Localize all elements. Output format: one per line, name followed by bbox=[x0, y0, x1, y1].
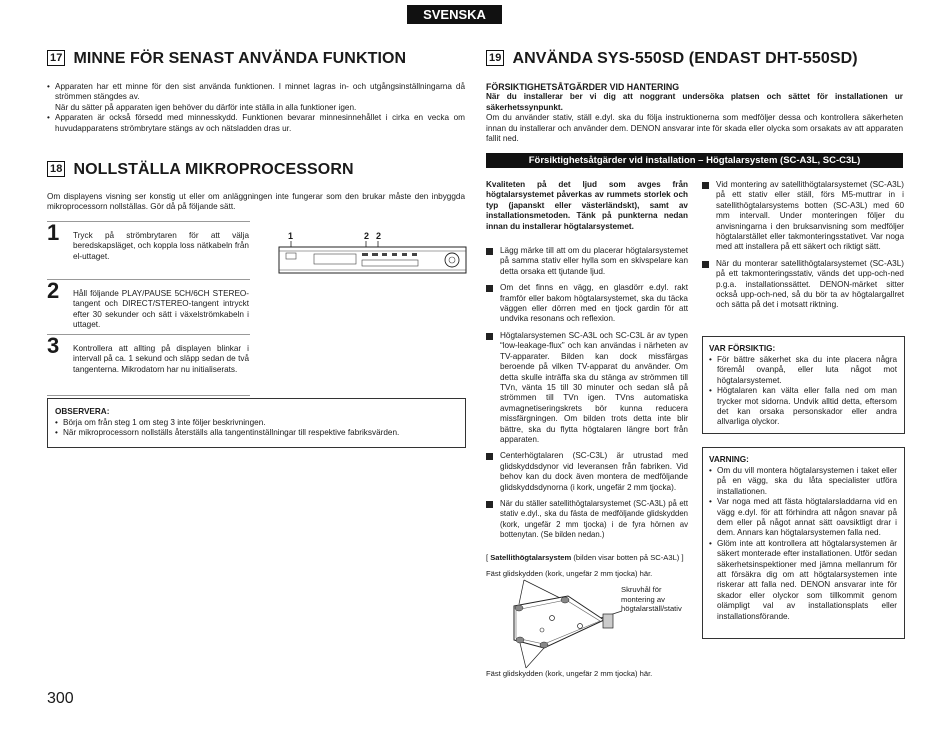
section-19-heading bbox=[486, 50, 858, 68]
page-number: 300 bbox=[47, 690, 74, 707]
figure-caption: [ Satellithögtalarsystem (bilden visar botten på SC-A3L) ] bbox=[486, 553, 684, 562]
list-item: • Om du vill montera högtalarsystemen i taket eller på en vägg, ska du låta specialister utföra installationen. bbox=[709, 466, 897, 497]
step-text: Tryck på strömbrytaren för att välja beredskapsläget, och koppla loss nätkabeln från el-uttaget. bbox=[73, 231, 249, 261]
callout-label: 1 bbox=[288, 231, 294, 241]
caution-box bbox=[702, 336, 905, 434]
figure-screw-label: Skruvhål för montering av högtalarställ/stativ bbox=[621, 585, 682, 614]
caption-rest: (bilden visar botten på SC-A3L) bbox=[573, 553, 680, 562]
section-number: 18 bbox=[47, 161, 65, 177]
step-2 bbox=[47, 279, 250, 335]
section-title: MINNE FÖR SENAST ANVÄNDA FUNKTION bbox=[73, 50, 407, 67]
step-number: 2 bbox=[47, 278, 60, 303]
list-item: När du monterar satellithögtalarsystemet (SC-A3L) på ett takmonteringsstativ, vänds det upp-och-ned p.g.a. installationssättet. DENON-märket sitter också upp-och-ned, så du bör ta av högtalargallret och sätta på det i motsatt riktning. bbox=[702, 259, 904, 311]
handling-precautions bbox=[486, 82, 903, 144]
list-item: • När mikroprocessorn nollställs återställs alla tangentinställningar till respektive fabriksvärden. bbox=[55, 428, 455, 438]
receiver-drawing bbox=[278, 229, 468, 277]
list-item: Vid montering av satellithögtalarsystemet (SC-A3L) på ett stativ eller ställ, förs M5-muttrar in i satellithögtalarsystems botten (SC-A3L) med 60 mm intervall. Under monteringen följer du anvisningarna i den bruksanvisning som medföljer högtalarstället eller takmonteringsstativet. Var noga med att installera på ett säkert och riktigt sätt. bbox=[702, 180, 904, 253]
list-item bbox=[47, 82, 465, 113]
speaker-bottom-diagram bbox=[486, 578, 626, 670]
list-item: Om det finns en vägg, en glasdörr e.dyl. rakt framför eller bakom högtalarsystemet, ska du täcka väggen eller dörren med en tjock gardin för att undvika resonans och reflexion. bbox=[486, 283, 688, 325]
section-title: ANVÄNDA SYS-550SD (ENDAST DHT-550SD) bbox=[512, 50, 858, 67]
list-item: • Börja om från steg 1 om steg 3 inte följer beskrivningen. bbox=[55, 418, 455, 428]
section-number: 17 bbox=[47, 50, 65, 66]
caution-title: VAR FÖRSIKTIG: bbox=[709, 344, 776, 353]
installation-bar-heading: Försiktighetsåtgärder vid installation – Högtalarsystem (SC-A3L, SC-C3L) bbox=[486, 153, 903, 168]
step-1 bbox=[47, 221, 250, 280]
list-item: • För bättre säkerhet ska du inte placera några föremål ovanpå, eller luta något mot högtalarsystemet. bbox=[709, 355, 897, 386]
section-19-col-1 bbox=[486, 180, 688, 547]
paragraph: När du sätter på apparaten igen behöver du därför inte ställa in alla funktioner igen. bbox=[55, 102, 357, 112]
figure-bottom-label: Fäst glidskydden (kork, ungefär 2 mm tjocka) här. bbox=[486, 669, 653, 678]
warning-title: VARNING: bbox=[709, 455, 749, 464]
caption-bold: Satellithögtalarsystem bbox=[490, 553, 572, 562]
list-item: • Glöm inte att kontrollera att högtalarsystemen är säkert monterade efter installationen. Utför sedan säkerhetsinspektioner med jämna mellanrum för att försäkra dig om att högtalarsystemen inte riskerar att falla ned. DENON ansvarar inte för skador eller olyckor som tillkommit genom olämpligt val av installationsplats eller installationsförande. bbox=[709, 539, 897, 622]
paragraph: Apparaten har ett minne för den sist använda funktionen. I minnet lagras in- och utgångsinställningarna då strömmen stängdes av. bbox=[55, 82, 465, 102]
receiver-front-panel-diagram bbox=[278, 229, 468, 277]
figure-top-label: Fäst glidskydden (kork, ungefär 2 mm tjocka) här. bbox=[486, 569, 653, 578]
warning-box bbox=[702, 447, 905, 639]
section-19-col-2 bbox=[702, 180, 904, 317]
paragraph: När du installerar ber vi dig att noggrant undersöka platsen och sättet för installationen ur säkerhetssynpunkt. bbox=[486, 92, 903, 112]
list-item: • Var noga med att fästa högtalarsladdarna vid en vägg e.dyl. för att förhindra att någon snavar på dem eller på något annat sätt oavsiktligt drar i dem. Annars kan högtalarsystemen falla ned. bbox=[709, 497, 897, 539]
section-title: NOLLSTÄLLA MIKROPROCESSORN bbox=[73, 161, 354, 178]
step-number: 1 bbox=[47, 220, 60, 245]
section-17-body bbox=[47, 82, 465, 134]
list-item: • Högtalaren kan välta eller falla ned om man trycker mot sidorna. Undvik alltid detta, eftersom det kan orsaka personskador eller andra allvarliga olyckor. bbox=[709, 386, 897, 428]
list-item: Högtalarsystemen SC-A3L och SC-C3L är av typen “low-leakage-flux” och kan användas i närheten av TV-apparater. Bilden kan dock missfärgas beroende på vilken TV-apparat du använder. Om detta skulle inträffa ska du stänga av strömmen till TVn, vänta 15 till 30 minuter och sedan slå på strömmen till TVn igen. TVns automatiska avmagnetiseringskrets bör kunna reducera missfärgningen. Om bilden trots detta inte blir bättre, ska du flytta högtalaren längre bort från apparaten. bbox=[486, 331, 688, 445]
step-number: 3 bbox=[47, 333, 60, 358]
language-tab: SVENSKA bbox=[407, 5, 502, 24]
caution-list bbox=[709, 355, 897, 428]
step-text: Håll följande PLAY/PAUSE 5CH/6CH STEREO-tangent och DIRECT/STEREO-tangent intryckt efter 30 sekunder och sätt i växelströmkabeln i uttaget. bbox=[73, 289, 249, 330]
subheading: FÖRSIKTIGHETSÅTGÄRDER VID HANTERING bbox=[486, 82, 680, 92]
note-list bbox=[55, 418, 455, 439]
list-item: Centerhögtalaren (SC-C3L) är utrustad med glidskyddsdynor vid leveransen från fabriken. Vid behov kan du dock även montera de medföljande glidskyddsdynorna (i kork, ungefär 2 mm tjocka). bbox=[486, 451, 688, 493]
note-box bbox=[47, 398, 466, 448]
paragraph: Om du använder stativ, ställ e.dyl. ska du följa instruktionerna som medföljer dessa och kontrollera säkerheten innan du installerar och använder dem. DENON ansvarar inte för skada eller olycka som orsakats av att apparaten fallit ned. bbox=[486, 113, 903, 144]
warning-list bbox=[709, 466, 897, 622]
section-18-intro: Om displayens visning ser konstig ut eller om anläggningen inte fungerar som den brukar måste den inbyggda mikroprocessorn nollställas. Gör då på följande sätt. bbox=[47, 192, 465, 212]
list-item: • Apparaten är också försedd med minnesskydd. Funktionen bevarar minnesinnehållet i cirka en vecka om huvudapparatens strömbrytare stängs av och nätsladden dras ur. bbox=[47, 113, 465, 134]
note-title: OBSERVERA: bbox=[55, 407, 110, 416]
list-item: När du ställer satellithögtalarsystemet (SC-A3L) på ett stativ e.dyl., ska du fästa de medföljande glidskydden (kork, ungefär 2 mm tjocka) i de fyra hörnen av bottenytan. (Se bilden nedan.) bbox=[486, 499, 688, 541]
callout-label: 2 bbox=[364, 231, 370, 241]
step-text: Kontrollera att allting på displayen blinkar i intervall på ca. 1 sekund och släpp sedan de två tangenterna. Mikrodatorn har nu initialiserats. bbox=[73, 344, 249, 374]
list-item: Lägg märke till att om du placerar högtalarsystemet på samma stativ eller hylla som en skivspelare kan detta orsaka ett tjutande ljud. bbox=[486, 246, 688, 277]
section-number: 19 bbox=[486, 50, 504, 66]
section-17-heading bbox=[47, 50, 406, 68]
callout-label: 2 bbox=[376, 231, 382, 241]
lead-paragraph: Kvaliteten på det ljud som avges från högtalarsystemet påverkas av rummets storlek och typ (japanskt eller västerländskt), samt av installationsmetoden. Tänk på punkterna nedan innan du installerar högtalarsystemet. bbox=[486, 180, 688, 231]
step-3 bbox=[47, 334, 250, 396]
section-18-heading bbox=[47, 161, 354, 179]
